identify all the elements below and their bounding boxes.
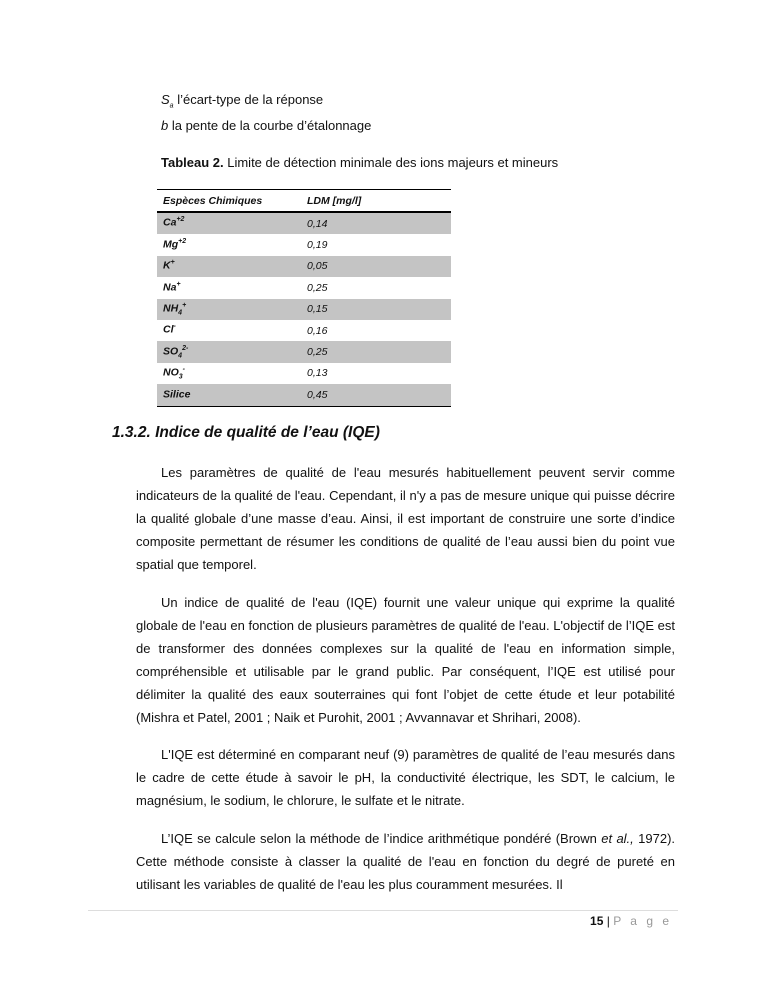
page-number: 15	[590, 914, 604, 928]
species-cell	[157, 320, 301, 341]
ldm-value-cell: 0,05	[301, 256, 451, 277]
species-base: NO	[163, 366, 179, 379]
detection-limit-table	[157, 189, 451, 407]
species-cell	[157, 341, 301, 362]
caption-text: Limite de détection minimale des ions majeurs et mineurs	[223, 155, 559, 170]
species-subscript: 4	[178, 309, 183, 317]
ldm-value-cell: 0,15	[301, 299, 451, 320]
species-charge: +2	[176, 216, 185, 224]
ldm-value-cell: 0,25	[301, 341, 451, 362]
species-base: Ca	[163, 216, 177, 229]
species-base: Na	[163, 281, 177, 294]
symbol: b	[161, 118, 169, 133]
definition-text: la pente de la courbe d’étalonnage	[168, 118, 372, 133]
species-base: K	[163, 259, 171, 272]
ldm-value-cell: 0,14	[301, 212, 451, 234]
species-charge: +	[176, 280, 181, 288]
paragraph-4	[136, 827, 675, 896]
paragraph-1: Les paramètres de qualité de l'eau mesurés habituellement peuvent servir comme indicateurs de la qualité de l'eau. Cependant, il n'y a pas de mesure unique qui puisse décrire la qualité globale d’une masse d’eau. Ainsi, il est important de construire une sorte d’indice composite permettant de résumer les conditions de qualité de l’eau aussi bien du point vue spatial que temporel.	[136, 465, 675, 573]
italic-text: et al.,	[601, 831, 634, 846]
page-label: P a g e	[613, 914, 672, 928]
separator: |	[603, 914, 614, 928]
text: L’IQE se calcule selon la méthode de l’indice arithmétique pondéré (Brown	[161, 831, 602, 846]
table-row	[157, 299, 451, 320]
species-base: Cl	[163, 323, 174, 336]
species-cell	[157, 234, 301, 255]
definition-b	[161, 118, 371, 133]
species-cell	[157, 212, 301, 234]
header-ldm: LDM [mg/l]	[301, 190, 451, 213]
species-charge: 2-	[182, 344, 189, 352]
ldm-value-cell: 0,19	[307, 239, 328, 252]
species-charge: -	[173, 323, 176, 331]
species-subscript: 3	[178, 373, 183, 381]
section-heading: 1.3.2. Indice de qualité de l’eau (IQE)	[112, 424, 380, 441]
text: 1972). Cette méthode consiste à classer la qualité de l'eau en fonction du degré de pureté en utilisant les variables de qualité de l'eau les plus couramment mesurées. Il	[136, 831, 676, 893]
symbol-subscript: a	[169, 102, 174, 110]
species-base: Mg	[163, 238, 179, 251]
definition-text: l’écart-type de la réponse	[173, 92, 324, 107]
footer-divider	[88, 910, 678, 911]
table-row	[157, 212, 451, 234]
page-footer	[590, 914, 672, 928]
species-charge: -	[182, 366, 185, 374]
header-species: Espèces Chimiques	[157, 190, 301, 213]
species-base: SO	[163, 345, 179, 358]
species-cell	[157, 277, 301, 298]
ldm-value-cell: 0,25	[307, 281, 328, 294]
species-cell	[157, 256, 301, 277]
table-header-row	[157, 190, 451, 213]
table-caption	[161, 155, 558, 170]
table-row	[157, 234, 451, 255]
ldm-value-cell: 0,45	[301, 384, 451, 406]
table-row	[157, 256, 451, 277]
species-charge: +	[182, 301, 187, 309]
table-row	[157, 320, 451, 341]
species-cell	[157, 299, 301, 320]
table-row	[157, 341, 451, 362]
species-cell	[157, 384, 301, 406]
ldm-value-cell: 0,16	[307, 324, 328, 337]
species-cell	[157, 363, 301, 384]
table-row	[157, 277, 451, 298]
paragraph-3: L'IQE est déterminé en comparant neuf (9) paramètres de qualité de l’eau mesurés dans le cadre de cette étude à savoir le pH, la conductivité électrique, les SDT, le calcium, le magnésium, le sodium, le chlorure, le sulfate et le nitrate.	[136, 747, 675, 809]
symbol: S	[161, 92, 170, 107]
ldm-value-cell: 0,13	[307, 367, 328, 380]
species-base: NH	[163, 302, 179, 315]
species-subscript: 4	[178, 352, 183, 360]
species-charge: +2	[178, 237, 187, 245]
species-base: Silice	[163, 388, 191, 401]
table-row	[157, 384, 451, 406]
caption-label: Tableau 2.	[161, 155, 224, 170]
species-charge: +	[170, 259, 175, 267]
paragraph-2: Un indice de qualité de l'eau (IQE) fournit une valeur unique qui exprime la qualité globale de l'eau en fonction de plusieurs paramètres de qualité de l'eau. L'objectif de l’IQE est de transformer des données complexes sur la qualité de l'eau en information simple, compréhensible et utilisable par le grand public. Par conséquent, l’IQE est utilisé pour délimiter la qualité des eaux souterraines qui font l’objet de cette étude et leur potabilité (Mishra et Patel, 2001 ; Naik et Purohit, 2001 ; Avvannavar et Shrihari, 2008).	[136, 595, 675, 726]
definition-sa	[161, 92, 323, 110]
table-row	[157, 363, 451, 384]
